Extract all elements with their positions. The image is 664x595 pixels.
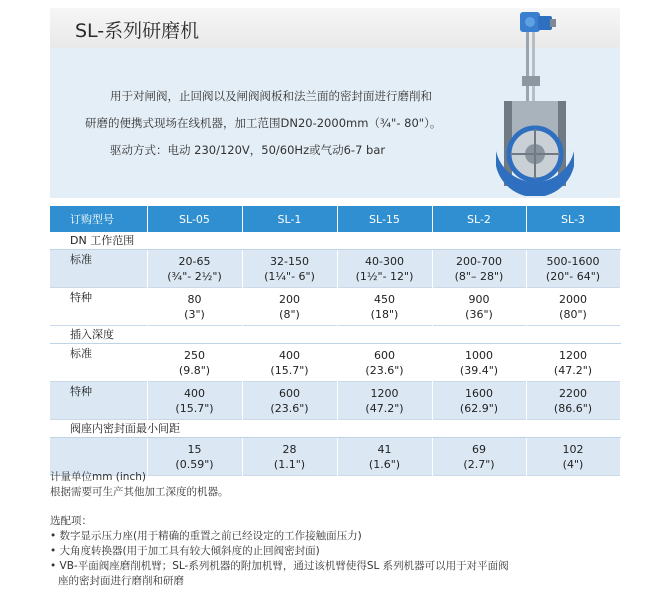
row-label: 标准	[50, 344, 147, 382]
table-cell: 32-150 (1¼"- 6")	[242, 250, 337, 288]
table-cell: 900 (36")	[432, 288, 526, 326]
table-cell: 1200 (47.2")	[526, 344, 620, 382]
table-cell: 41 (1.6")	[337, 438, 432, 476]
table-row	[50, 382, 620, 420]
table-cell: 40-300 (1½"- 12")	[337, 250, 432, 288]
group-label: 插入深度	[50, 326, 620, 344]
table-cell: 500-1600 (20"- 64")	[526, 250, 620, 288]
group-min-distance	[50, 420, 620, 438]
table-cell: 2000 (80")	[526, 288, 620, 326]
option-item: • VB-平面阀座磨削机臂；SL-系列机器的附加机臂，通过该机臂使得SL 系列机器可以用于对平面阀	[50, 560, 509, 572]
row-label: 特种	[50, 288, 147, 326]
table-cell: 600 (23.6")	[337, 344, 432, 382]
unit-note: 计量单位mm (inch)	[50, 471, 146, 483]
table-cell: 15 (0.59")	[147, 438, 242, 476]
option-item: • 大角度转换器(用于加工具有较大倾斜度的止回阀密封面)	[50, 545, 320, 557]
table-row	[50, 250, 620, 288]
table-cell: 1200 (47.2")	[337, 382, 432, 420]
header-sl-05: SL-05	[147, 206, 242, 232]
table-cell: 1000 (39.4")	[432, 344, 526, 382]
table-cell: 69 (2.7")	[432, 438, 526, 476]
table-cell: 28 (1.1")	[242, 438, 337, 476]
table-cell: 400 (15.7")	[242, 344, 337, 382]
group-label: DN 工作范围	[50, 232, 620, 250]
header-sl-2: SL-2	[432, 206, 526, 232]
notes-section	[50, 470, 229, 500]
intro-line-2: 研磨的便携式现场在线机器，加工范围DN20-2000mm（¾"- 80"）。	[85, 116, 442, 130]
page-title: SL-系列研磨机	[75, 20, 200, 42]
intro-line-3: 驱动方式：电动 230/120V，50/60Hz或气动6-7 bar	[110, 143, 386, 157]
table-cell: 200 (8")	[242, 288, 337, 326]
options-section	[50, 514, 509, 589]
group-dn-range	[50, 232, 620, 250]
header-order-model: 订购型号	[50, 206, 147, 232]
row-label: 特种	[50, 382, 147, 420]
table-cell: 450 (18")	[337, 288, 432, 326]
spec-table	[50, 206, 621, 476]
header-sl-1: SL-1	[242, 206, 337, 232]
table-cell: 1600 (62.9")	[432, 382, 526, 420]
group-insertion-depth	[50, 326, 620, 344]
option-item-continuation: 座的密封面进行磨削和研磨	[58, 575, 184, 587]
table-cell: 250 (9.8")	[147, 344, 242, 382]
table-cell: 2200 (86.6")	[526, 382, 620, 420]
group-label: 阀座内密封面最小间距	[50, 420, 620, 438]
intro-line-1: 用于对闸阀，止回阀以及闸阀阀板和法兰面的密封面进行磨削和	[110, 89, 432, 103]
table-cell: 600 (23.6")	[242, 382, 337, 420]
table-cell: 20-65 (¾"- 2½")	[147, 250, 242, 288]
grinding-machine-image	[490, 6, 582, 196]
header-sl-15: SL-15	[337, 206, 432, 232]
table-row	[50, 288, 620, 326]
table-header-row	[50, 206, 620, 232]
table-cell: 80 (3")	[147, 288, 242, 326]
table-cell: 200-700 (8"– 28")	[432, 250, 526, 288]
table-row	[50, 344, 620, 382]
custom-depth-note: 根据需要可生产其他加工深度的机器。	[50, 486, 229, 498]
header-sl-3: SL-3	[526, 206, 620, 232]
options-title: 选配项：	[50, 515, 92, 527]
table-cell: 400 (15.7")	[147, 382, 242, 420]
table-cell: 102 (4")	[526, 438, 620, 476]
row-label: 标准	[50, 250, 147, 288]
option-item: • 数字显示压力座(用于精确的重置之前已经设定的工作接触面压力)	[50, 530, 362, 542]
